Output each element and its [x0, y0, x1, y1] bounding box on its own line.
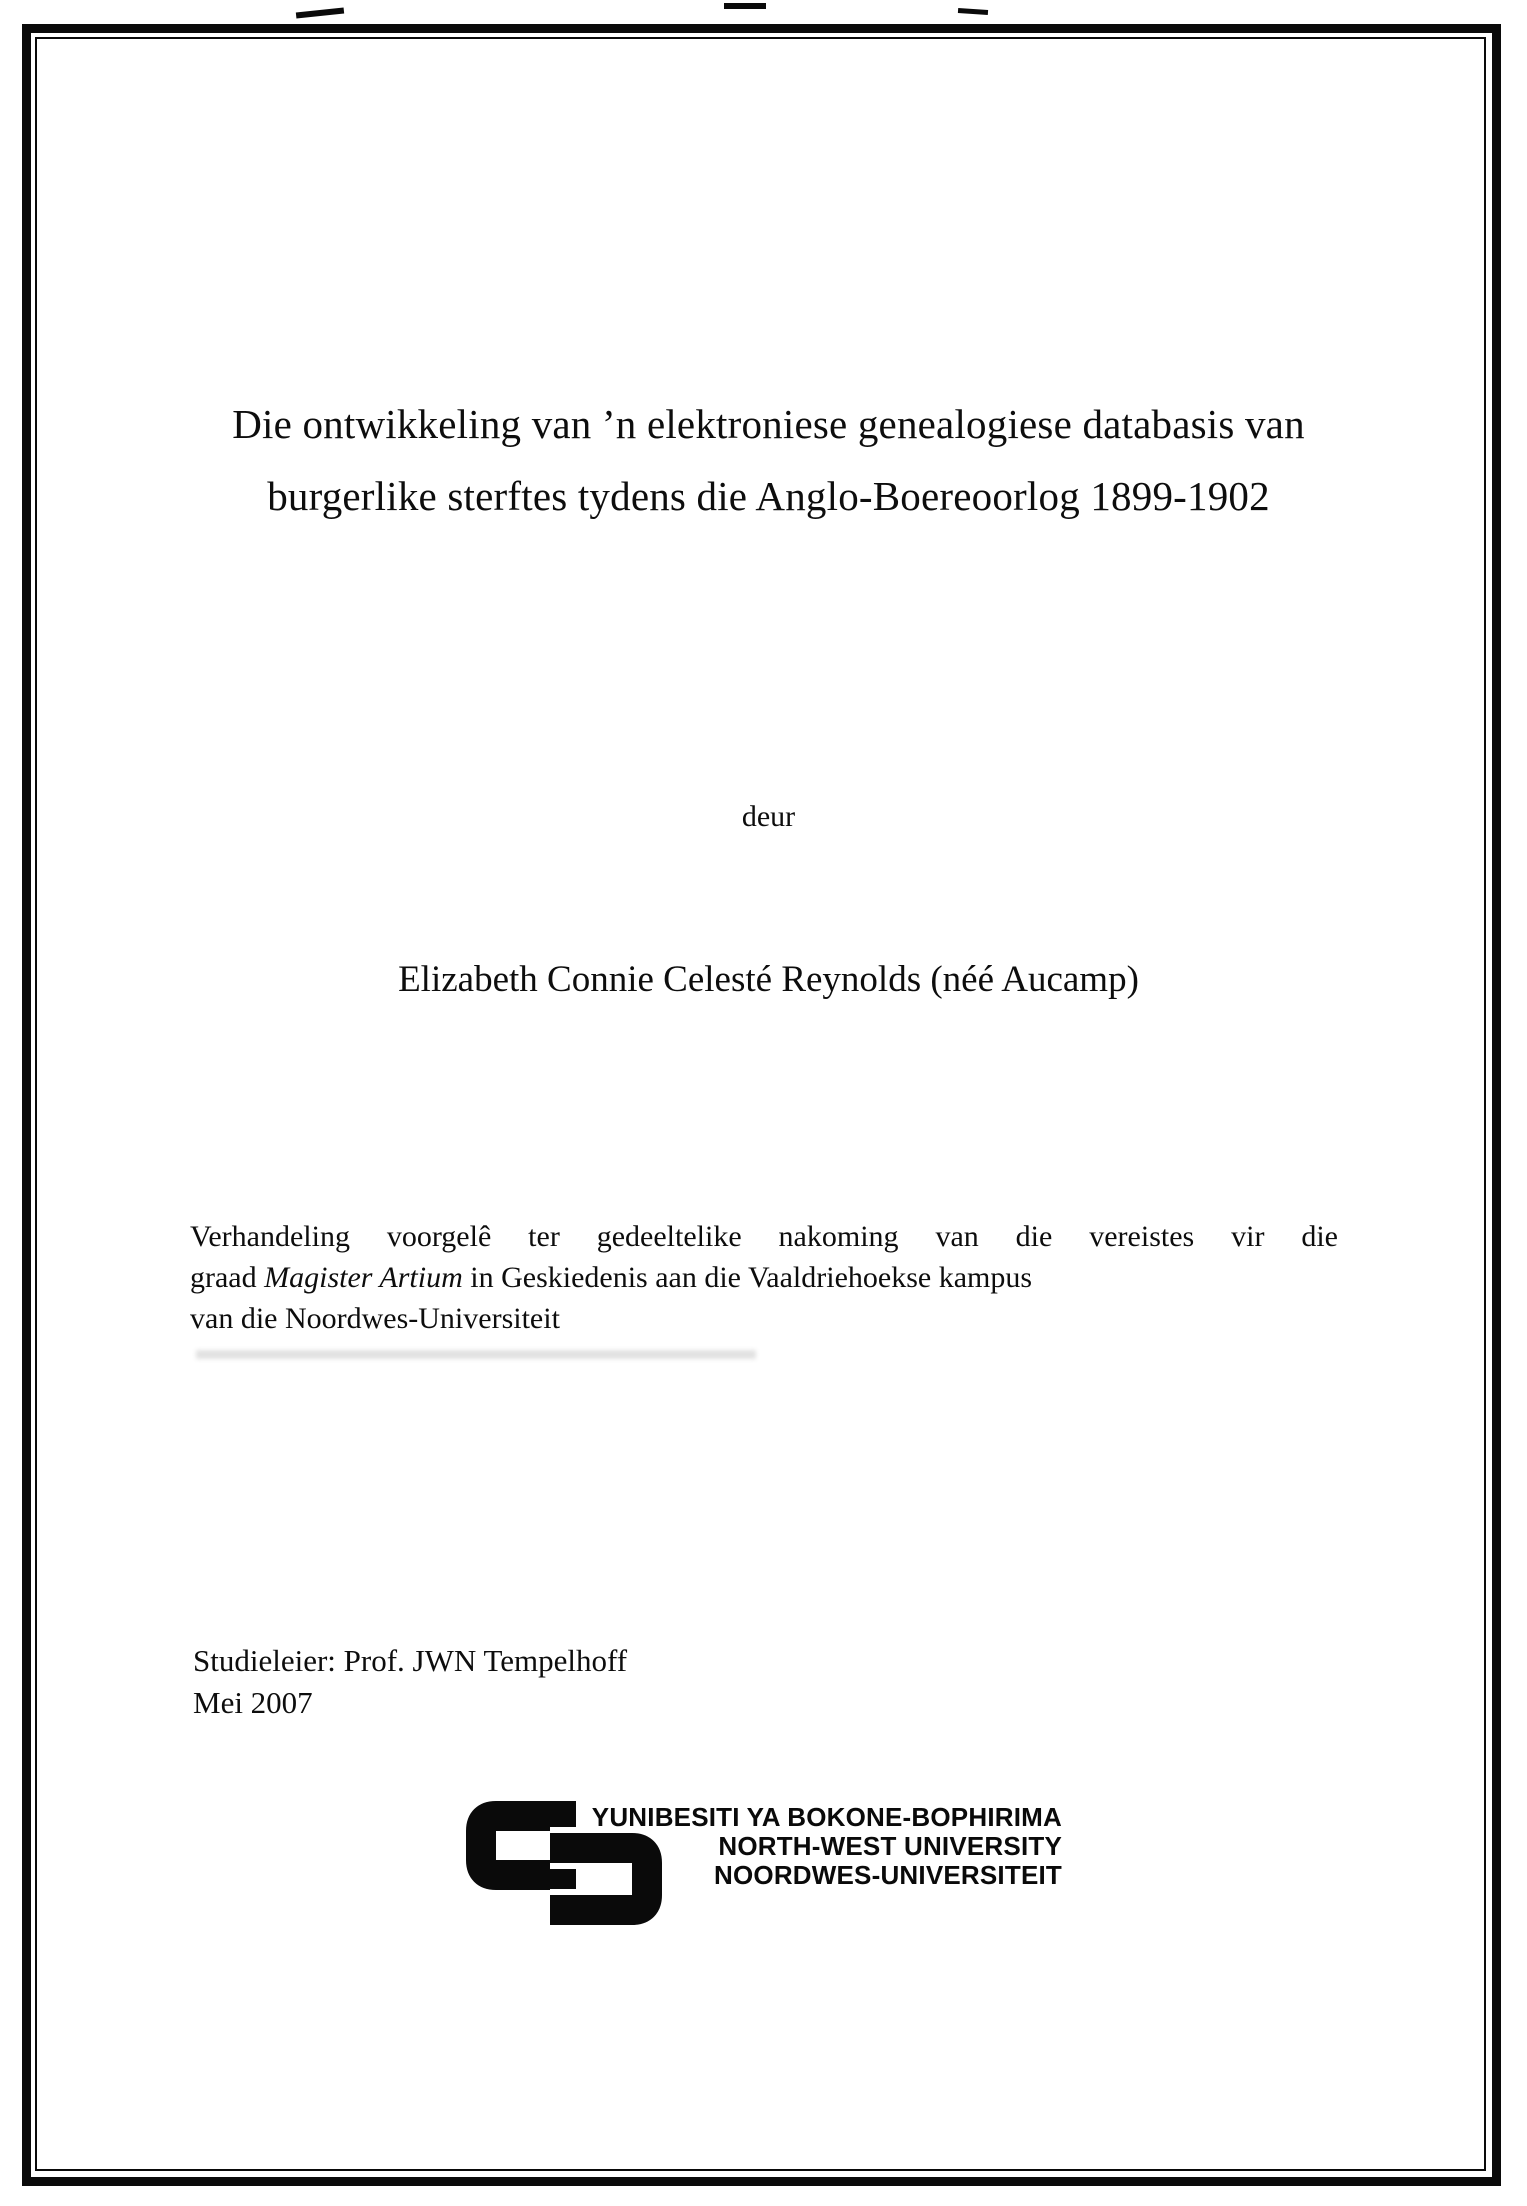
- scan-artifact: [296, 8, 344, 19]
- declaration-line2-pre: graad: [190, 1261, 265, 1294]
- nwu-logo-line1: YUNIBESITI YA BOKONE-BOPHIRIMA: [591, 1802, 1062, 1832]
- byline: deur: [741, 800, 796, 833]
- declaration-line1: Verhandeling voorgelê ter gedeeltelike nakoming van die vereistes vir die: [190, 1220, 1338, 1253]
- scan-smudge: [196, 1350, 756, 1359]
- nwu-logo-text: [580, 1803, 1062, 1890]
- declaration-line2: [190, 1257, 1338, 1298]
- thesis-title-line1: Die ontwikkeling van ’n elektroniese genealogiese databasis van: [232, 401, 1305, 447]
- degree-declaration: [190, 1216, 1338, 1339]
- declaration-line3: van die Noordwes-Universiteit: [190, 1302, 560, 1335]
- nwu-logo-line2: NORTH-WEST UNIVERSITY: [718, 1831, 1062, 1861]
- thesis-title-line2: burgerlike sterftes tydens die Anglo-Boereoorlog 1899-1902: [267, 473, 1270, 519]
- supervisor-line: Studieleier: Prof. JWN Tempelhoff: [193, 1643, 628, 1678]
- nwu-logo: [464, 1794, 1074, 1934]
- thesis-title: [10, 388, 1527, 532]
- declaration-line2-post: in Geskiedenis aan die Vaaldriehoekse kampus: [462, 1261, 1033, 1294]
- nwu-logo-line3: NOORDWES-UNIVERSITEIT: [714, 1860, 1062, 1890]
- scan-artifact: [724, 3, 766, 9]
- date-line: Mei 2007: [193, 1685, 313, 1720]
- degree-name: Magister Artium: [264, 1261, 463, 1294]
- scan-artifact: [958, 8, 988, 15]
- author-name: Elizabeth Connie Celesté Reynolds (néé Aucamp): [398, 959, 1139, 1000]
- supervisor-block: [193, 1640, 627, 1724]
